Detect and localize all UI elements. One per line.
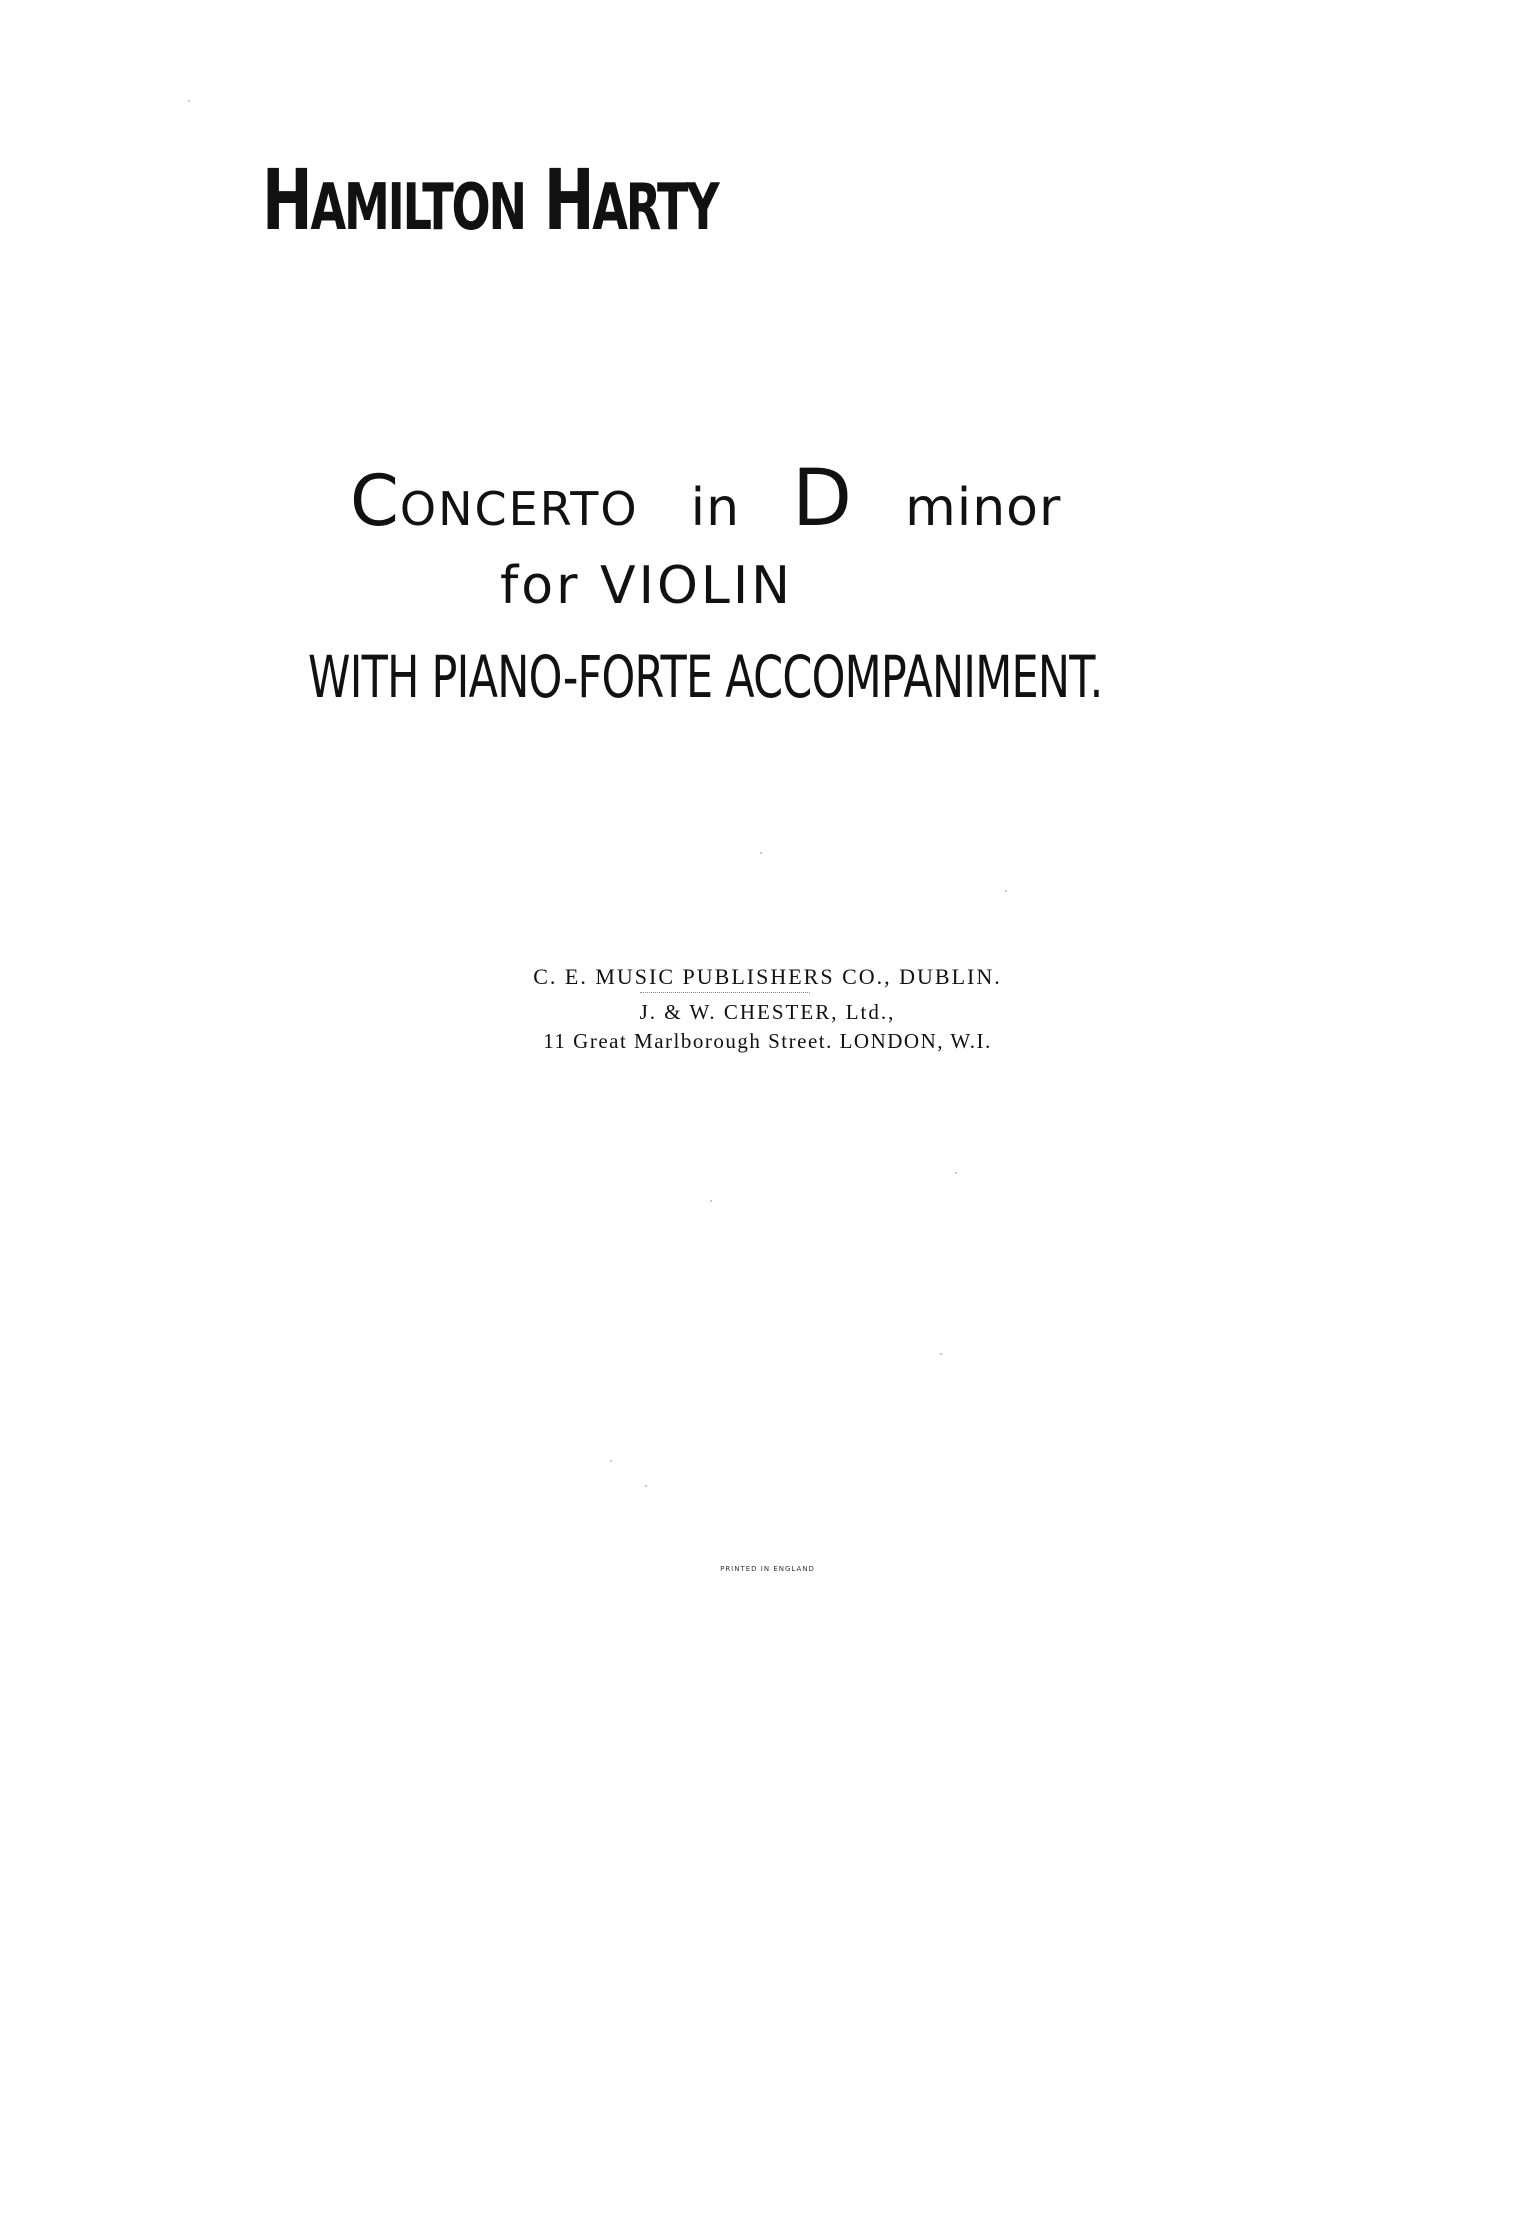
publisher-divider <box>640 992 810 993</box>
publisher-line-3: 11 Great Marlborough Street. LONDON, W.I. <box>543 1029 992 1053</box>
publisher-line-1: C. E. MUSIC PUBLISHERS CO., DUBLIN. <box>533 964 1002 989</box>
title-instrument: for VIOLIN <box>500 556 794 616</box>
title-subtitle: WITH PIANO-FORTE ACCOMPANIMENT. <box>308 643 1103 711</box>
title-mode: minor <box>905 478 1062 538</box>
paper-speck <box>188 100 190 102</box>
work-title <box>350 454 1062 544</box>
composer-last-rest: ARTY <box>592 171 718 245</box>
title-concerto-initial: C <box>350 460 400 542</box>
title-in: in <box>690 478 741 538</box>
paper-speck <box>955 1172 957 1174</box>
paper-speck <box>645 1485 647 1487</box>
paper-speck <box>760 852 762 854</box>
composer-first-initial: H <box>262 151 311 249</box>
paper-speck <box>940 1353 942 1355</box>
composer-name <box>262 151 718 249</box>
composer-first-rest: AMILTON <box>310 171 525 245</box>
publisher-line-2: J. & W. CHESTER, Ltd., <box>639 1000 896 1024</box>
composer-last-initial: H <box>543 151 593 249</box>
paper-speck <box>1005 890 1007 892</box>
title-key: D <box>792 454 854 544</box>
paper-speck <box>610 1460 612 1462</box>
printer-note: PRINTED IN ENGLAND <box>720 1565 815 1573</box>
title-concerto-rest: ONCERTO <box>399 482 639 536</box>
paper-speck <box>710 1200 712 1202</box>
